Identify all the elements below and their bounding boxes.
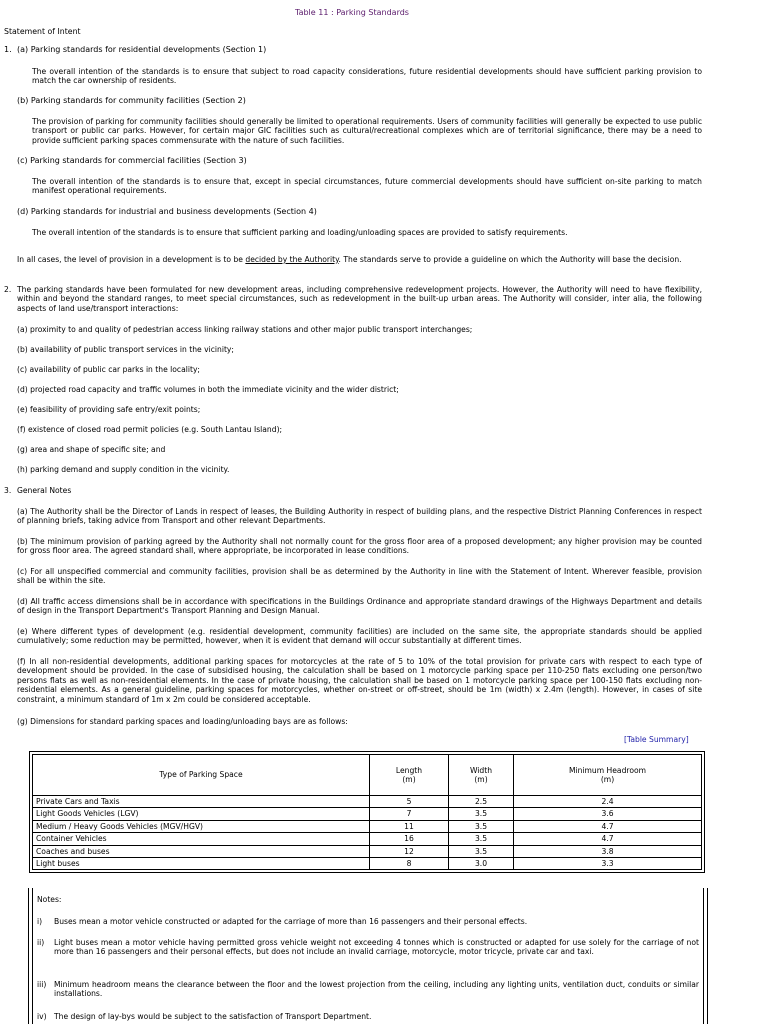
- table-row: [33, 796, 702, 808]
- note-text: Minimum headroom means the clearance between the floor and the lowest projection from the ceiling, including any lighting units, ventilation duct, conduits or similar installations.: [54, 980, 699, 999]
- cell-type: Light buses: [33, 858, 370, 870]
- note-item: [37, 938, 699, 957]
- notes-heading: Notes:: [37, 895, 62, 904]
- table-row: [33, 808, 702, 820]
- section-1c-text: The overall intention of the standards is to ensure that, except in special circumstances, future commercial developments should have sufficient on-site parking to match manifest operational requirements.: [32, 177, 702, 196]
- cell-length: 8: [370, 858, 449, 870]
- cell-width: 3.5: [449, 845, 514, 857]
- parking-standards-table: [32, 754, 702, 870]
- aspect-item: (a) proximity to and quality of pedestrian access linking railway stations and other major public transport interchanges;: [17, 325, 473, 334]
- note-item: [37, 980, 699, 999]
- note-text: Buses mean a motor vehicle constructed or adapted for the carriage of more than 16 passengers and their personal effects.: [54, 917, 528, 926]
- note-text: The design of lay-bys would be subject to the satisfaction of Transport Department.: [54, 1012, 372, 1021]
- section-1c-heading: (c) Parking standards for commercial facilities (Section 3): [17, 156, 247, 165]
- general-note-b: (b) The minimum provision of parking agreed by the Authority shall not normally count for the gross floor area of a proposed development; any higher provision may be counted for gross floor area. The agreed standard shall, where appropriate, be incorporated in lease conditions.: [17, 537, 702, 556]
- all-cases-paragraph: In all cases, the level of provision in a development is to be decided by the Authority. The standards serve to provide a guideline on which the Authority will base the decision.: [17, 255, 682, 264]
- column-header-type: Type of Parking Space: [33, 755, 370, 796]
- cell-type: Light Goods Vehicles (LGV): [33, 808, 370, 820]
- aspect-item: (g) area and shape of specific site; and: [17, 445, 166, 454]
- aspect-item: (b) availability of public transport services in the vicinity;: [17, 345, 234, 354]
- section-3-number: 3.: [4, 486, 12, 495]
- cell-width: 3.5: [449, 820, 514, 832]
- decided-by-authority-text: decided by the Authority: [245, 255, 339, 264]
- note-text: Light buses mean a motor vehicle having permitted gross vehicle weight not exceeding 4 tonnes which is constructed or adapted for use solely for the carriage of not more than 16 passengers and their personal effects, but does not include an invalid carriage, motorcycle, motor tricycle, private car and taxi.: [54, 938, 699, 957]
- general-notes-heading: General Notes: [17, 486, 72, 495]
- note-number: ii): [37, 938, 45, 947]
- cell-type: Private Cars and Taxis: [33, 796, 370, 808]
- section-1d-text: The overall intention of the standards is to ensure that sufficient parking and loading/unloading spaces are provided to satisfy requirements.: [32, 228, 568, 237]
- table-row: [33, 858, 702, 870]
- note-number: iv): [37, 1012, 47, 1021]
- cell-length: 7: [370, 808, 449, 820]
- note-number: i): [37, 917, 43, 926]
- section-1b-heading: (b) Parking standards for community facilities (Section 2): [17, 96, 246, 105]
- cell-length: 12: [370, 845, 449, 857]
- cell-type: Container Vehicles: [33, 833, 370, 845]
- cell-headroom: 3.6: [514, 808, 702, 820]
- aspect-item: (c) availability of public car parks in the locality;: [17, 365, 200, 374]
- section-1a-heading: (a) Parking standards for residential developments (Section 1): [17, 45, 267, 54]
- cell-headroom: 3.8: [514, 845, 702, 857]
- cell-length: 11: [370, 820, 449, 832]
- cell-length: 5: [370, 796, 449, 808]
- note-item: [37, 917, 699, 926]
- general-note-a: (a) The Authority shall be the Director of Lands in respect of leases, the Building Authority in respect of building plans, and the respective District Planning Conferences in respect of planning briefs, taking advice from Transport and other relevant Departments.: [17, 507, 702, 526]
- section-1d-heading: (d) Parking standards for industrial and business developments (Section 4): [17, 207, 317, 216]
- column-header-headroom: Minimum Headroom (m): [514, 755, 702, 796]
- cell-headroom: 4.7: [514, 833, 702, 845]
- cell-headroom: 4.7: [514, 820, 702, 832]
- cell-width: 3.5: [449, 808, 514, 820]
- section-2-text: The parking standards have been formulated for new development areas, including comprehensive redevelopment projects. However, the Authority will need to have flexibility, within and beyond the standard ranges, to meet special circumstances, such as redevelopment in the built-up urban areas. The Authority will consider, inter alia, the following aspects of land use/transport interactions:: [17, 285, 702, 313]
- cell-width: 3.0: [449, 858, 514, 870]
- general-note-c: (c) For all unspecified commercial and community facilities, provision shall be as determined by the Authority in line with the Statement of Intent. Wherever feasible, provision shall be within the site.: [17, 567, 702, 586]
- general-note-e: (e) Where different types of development (e.g. residential development, community facilities) are included on the same site, the appropriate standards should be applied cumulatively; some reduction may be permitted, however, when it is evident that demand will occur substantially at different times.: [17, 627, 702, 646]
- aspect-item: (f) existence of closed road permit policies (e.g. South Lantau Island);: [17, 425, 283, 434]
- cell-headroom: 2.4: [514, 796, 702, 808]
- section-1-number: 1.: [4, 45, 12, 54]
- statement-of-intent-heading: Statement of Intent: [4, 27, 81, 36]
- section-1b-text: The provision of parking for community facilities should generally be limited to operational requirements. Users of community facilities will generally be expected to use public transport or public car parks. However, for certain major GIC facilities such as cultural/recreational complexes which are of territorial significance, there may be a need to provide sufficient parking spaces commensurate with the nature of such facilities.: [32, 117, 702, 145]
- cell-headroom: 3.3: [514, 858, 702, 870]
- column-header-width: Width (m): [449, 755, 514, 796]
- page-title: Table 11 : Parking Standards: [295, 8, 409, 17]
- general-note-f: (f) In all non-residential developments, additional parking spaces for motorcycles at the rate of 5 to 10% of the total provision for private cars with respect to each type of development should be provided. In the case of subsidised housing, the calculation shall be based on 1 motorcycle parking space per 110-250 flats excluding one person/two persons flats as well as non-residential elements. In the case of private housing, the calculation shall be based on 1 motorcycle parking space per 100-150 flats excluding non-residential elements. As a general guideline, parking spaces for motorcycles, whether on-street or off-street, should be 1m (width) x 2.4m (length). However, in cases of site constraint, a minimum standard of 1m x 2m could be considered acceptable.: [17, 657, 702, 704]
- cell-width: 2.5: [449, 796, 514, 808]
- table-notes: [32, 888, 704, 1024]
- cell-type: Medium / Heavy Goods Vehicles (MGV/HGV): [33, 820, 370, 832]
- table-header-row: [33, 755, 702, 796]
- general-note-g: (g) Dimensions for standard parking spaces and loading/unloading bays are as follows:: [17, 717, 348, 726]
- cell-width: 3.5: [449, 833, 514, 845]
- general-note-d: (d) All traffic access dimensions shall be in accordance with specifications in the Buildings Ordinance and appropriate standard drawings of the Highways Department and details of design in the Transport Department's Transport Planning and Design Manual.: [17, 597, 702, 616]
- aspect-item: (h) parking demand and supply condition in the vicinity.: [17, 465, 230, 474]
- note-number: iii): [37, 980, 47, 989]
- column-header-length: Length (m): [370, 755, 449, 796]
- table-row: [33, 845, 702, 857]
- cell-length: 16: [370, 833, 449, 845]
- note-item: [37, 1012, 699, 1021]
- section-1a-text: The overall intention of the standards is to ensure that subject to road capacity considerations, future residential developments should have sufficient parking provision to match the car ownership of residents.: [32, 67, 702, 86]
- table-row: [33, 820, 702, 832]
- table-row: [33, 833, 702, 845]
- cell-type: Coaches and buses: [33, 845, 370, 857]
- aspect-item: (e) feasibility of providing safe entry/exit points;: [17, 405, 201, 414]
- table-summary-link[interactable]: [Table Summary]: [624, 735, 689, 744]
- aspect-item: (d) projected road capacity and traffic volumes in both the immediate vicinity and the wider district;: [17, 385, 399, 394]
- section-2-number: 2.: [4, 285, 12, 294]
